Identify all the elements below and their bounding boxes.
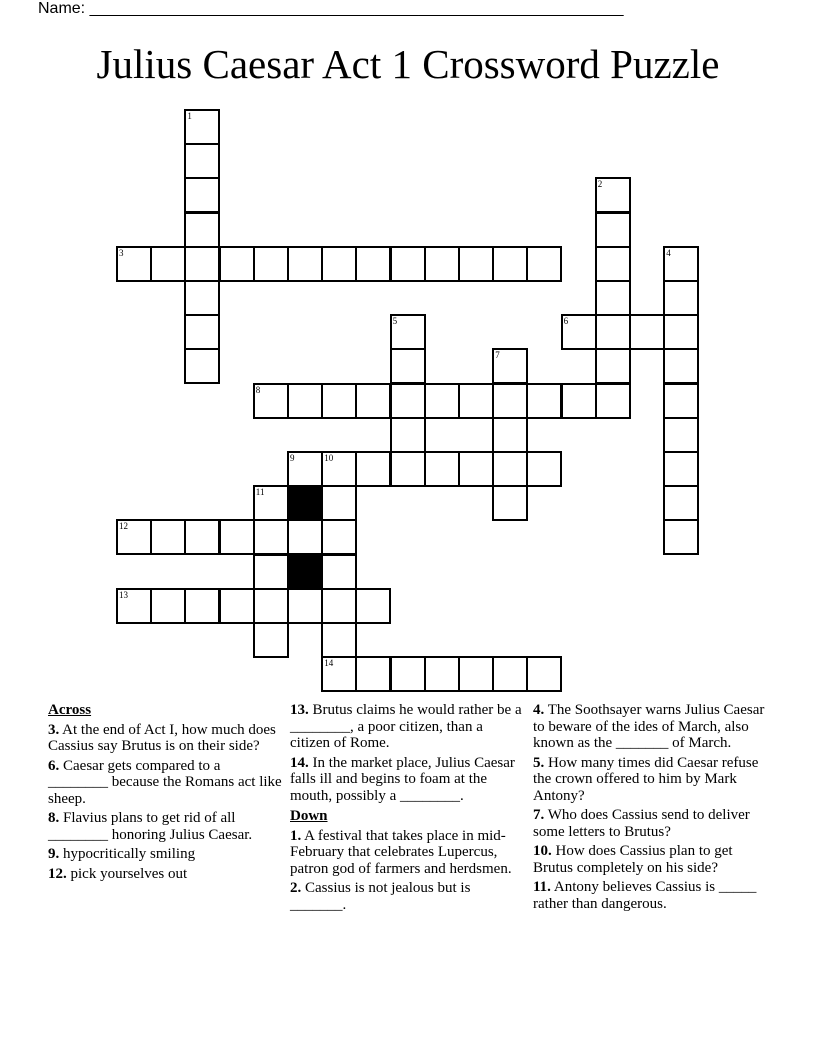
clue-number-label: 2: [597, 179, 603, 190]
grid-cell[interactable]: [184, 519, 220, 555]
grid-cell[interactable]: [287, 383, 323, 419]
clues-column-2: [290, 702, 526, 916]
clue-across-14: [290, 755, 526, 805]
clue-text: At the end of Act I, how much does Cassius say Brutus is on their side?: [48, 721, 276, 754]
grid-cell[interactable]: [663, 314, 699, 350]
clue-number: 8.: [48, 810, 60, 826]
grid-cell[interactable]: [287, 246, 323, 282]
grid-cell[interactable]: [458, 383, 494, 419]
down-heading: Down: [290, 808, 328, 824]
clue-number: 1.: [290, 827, 302, 844]
grid-cell[interactable]: [526, 246, 562, 282]
page-title: Julius Caesar Act 1 Crossword Puzzle: [96, 41, 720, 87]
grid-cell[interactable]: [663, 246, 699, 282]
grid-cell[interactable]: [287, 451, 323, 487]
clue-number: 6.: [48, 757, 60, 774]
grid-cell[interactable]: [321, 622, 357, 658]
clue-number-label: 6: [563, 316, 569, 327]
clue-text: A festival that takes place in mid-February that celebrates Lupercus, patron god of farmers and herdsmen.: [290, 827, 512, 877]
clue-number: 10.: [533, 843, 552, 859]
grid-cell[interactable]: [663, 348, 699, 384]
grid-cell[interactable]: [321, 485, 357, 521]
grid-cell[interactable]: [355, 246, 391, 282]
clue-number-label: 12: [119, 521, 128, 532]
clue-number: 14.: [290, 754, 309, 771]
clues-column-3: [533, 702, 769, 915]
grid-cell[interactable]: [663, 383, 699, 419]
clue-number-label: 3: [119, 247, 124, 258]
grid-cell[interactable]: [219, 588, 255, 624]
grid-cell[interactable]: [150, 246, 186, 282]
grid-cell[interactable]: [184, 588, 220, 624]
clue-text: Brutus claims he would rather be a ________, a poor citizen, than a citizen of Rome.: [290, 702, 522, 751]
clue-number-label: 11: [255, 487, 265, 498]
grid-cell[interactable]: [492, 383, 528, 419]
grid-cell[interactable]: [116, 519, 152, 555]
grid-cell[interactable]: [595, 280, 631, 316]
grid-cell[interactable]: [390, 348, 426, 384]
grid-cell[interactable]: [321, 383, 357, 419]
grid-cell[interactable]: [663, 519, 699, 555]
grid-cell[interactable]: [561, 383, 597, 419]
grid-cell[interactable]: [595, 212, 631, 248]
clue-text: Flavius plans to get rid of all ________ honoring Julius Caesar.: [48, 810, 253, 843]
grid-cell[interactable]: [424, 451, 460, 487]
grid-cell[interactable]: [150, 588, 186, 624]
across-heading: Across: [48, 702, 92, 718]
grid-cell[interactable]: [355, 656, 391, 692]
grid-cell[interactable]: [663, 280, 699, 316]
grid-cell[interactable]: [492, 451, 528, 487]
clue-down-7: [533, 807, 769, 840]
grid-cell[interactable]: [390, 314, 426, 350]
grid-cell[interactable]: [595, 383, 631, 419]
grid-cell[interactable]: [492, 485, 528, 521]
clue-number-label: 8: [255, 384, 261, 395]
grid-cell[interactable]: [184, 177, 220, 213]
grid-cell[interactable]: [458, 246, 494, 282]
grid-cell[interactable]: [492, 348, 528, 384]
grid-cell[interactable]: [355, 383, 391, 419]
grid-cell[interactable]: [116, 246, 152, 282]
clue-across-8: [48, 810, 284, 843]
grid-cell[interactable]: [629, 314, 665, 350]
grid-cell[interactable]: [287, 519, 323, 555]
clue-text: hypocritically smiling: [59, 846, 196, 862]
clue-number: 13.: [290, 702, 309, 718]
grid-cell[interactable]: [390, 656, 426, 692]
grid-cell[interactable]: [595, 177, 631, 213]
clue-text: Who does Cassius send to deliver some letters to Brutus?: [533, 807, 750, 840]
grid-cell[interactable]: [458, 656, 494, 692]
clue-down-11: [533, 879, 769, 912]
grid-cell[interactable]: [561, 314, 597, 350]
grid-cell[interactable]: [253, 485, 289, 521]
clue-number-label: 5: [392, 316, 398, 327]
grid-cell[interactable]: [355, 451, 391, 487]
grid-cell[interactable]: [253, 383, 289, 419]
grid-cell[interactable]: [424, 383, 460, 419]
grid-cell[interactable]: [184, 212, 220, 248]
clue-across-9: [48, 846, 284, 863]
clue-number: 2.: [290, 880, 302, 896]
grid-cell[interactable]: [321, 588, 357, 624]
grid-cell[interactable]: [253, 519, 289, 555]
grid-cell[interactable]: [492, 656, 528, 692]
grid-cell[interactable]: [116, 588, 152, 624]
clue-text: Antony believes Cassius is _____ rather than dangerous.: [533, 879, 757, 912]
grid-cell[interactable]: [253, 622, 289, 658]
clue-across-12: [48, 866, 284, 883]
grid-cell[interactable]: [526, 656, 562, 692]
grid-cell[interactable]: [390, 417, 426, 453]
grid-cell[interactable]: [595, 314, 631, 350]
clue-text: Caesar gets compared to a ________ because the Romans act like sheep.: [48, 757, 282, 807]
name-field[interactable]: Name: ____________________________________________________________: [38, 0, 624, 17]
grid-cell[interactable]: [219, 519, 255, 555]
grid-cell[interactable]: [184, 143, 220, 179]
clue-down-1: [290, 828, 526, 878]
clue-down-4: [533, 702, 769, 752]
clue-number-label: 10: [324, 453, 334, 463]
clue-text: How does Cassius plan to get Brutus completely on his side?: [533, 843, 733, 876]
grid-cell[interactable]: [321, 519, 357, 555]
clue-number: 9.: [48, 846, 60, 862]
grid-cell[interactable]: [492, 417, 528, 453]
grid-cell[interactable]: [663, 451, 699, 487]
black-cell: [287, 554, 323, 590]
clue-number: 5.: [533, 754, 545, 771]
clue-text: How many times did Caesar refuse the crown offered to him by Mark Antony?: [533, 754, 759, 804]
grid-cell[interactable]: [595, 348, 631, 384]
grid-cell[interactable]: [390, 246, 426, 282]
grid-cell[interactable]: [390, 451, 426, 487]
grid-cell[interactable]: [663, 417, 699, 453]
grid-cell[interactable]: [253, 554, 289, 590]
clue-number-label: 1: [187, 111, 192, 121]
clue-across-6: [48, 758, 284, 808]
clue-down-10: [533, 843, 769, 876]
grid-cell[interactable]: [321, 656, 357, 692]
grid-cell[interactable]: [150, 519, 186, 555]
clue-number-label: 7: [495, 350, 500, 361]
grid-cell[interactable]: [253, 588, 289, 624]
grid-cell[interactable]: [355, 588, 391, 624]
black-cell: [287, 485, 323, 521]
grid-cell[interactable]: [184, 280, 220, 316]
grid-cell[interactable]: [184, 246, 220, 282]
clue-number-label: 14: [324, 658, 334, 669]
clue-number-label: 13: [119, 589, 128, 600]
clue-across-13: [290, 702, 526, 752]
grid-cell[interactable]: [321, 451, 357, 487]
grid-cell[interactable]: [663, 485, 699, 521]
clue-across-3: [48, 722, 284, 755]
grid-cell[interactable]: [287, 588, 323, 624]
clues-column-1: [48, 702, 284, 885]
grid-cell[interactable]: [424, 656, 460, 692]
grid-cell[interactable]: [595, 246, 631, 282]
clue-number-label: 4: [666, 247, 671, 258]
clue-number: 7.: [533, 807, 545, 823]
clue-down-5: [533, 755, 769, 805]
grid-cell[interactable]: [424, 246, 460, 282]
clue-text: The Soothsayer warns Julius Caesar to beware of the ides of March, also known as the _______ of March.: [533, 702, 765, 751]
grid-cell[interactable]: [458, 451, 494, 487]
clue-number-label: 9: [290, 453, 295, 463]
clue-number: 11.: [533, 879, 551, 895]
grid-cell[interactable]: [492, 246, 528, 282]
grid-cell[interactable]: [526, 383, 562, 419]
grid-cell[interactable]: [184, 348, 220, 384]
clue-number: 12.: [48, 865, 67, 882]
grid-cell[interactable]: [321, 554, 357, 590]
clue-number: 4.: [533, 702, 545, 718]
grid-cell[interactable]: [219, 246, 255, 282]
grid-cell[interactable]: [253, 246, 289, 282]
grid-cell[interactable]: [390, 383, 426, 419]
grid-cell[interactable]: [321, 246, 357, 282]
grid-cell[interactable]: [184, 314, 220, 350]
grid-cell[interactable]: [184, 109, 220, 145]
clue-text: In the market place, Julius Caesar falls ill and begins to foam at the mouth, possibly a ________.: [290, 754, 515, 804]
clue-text: Cassius is not jealous but is _______.: [290, 880, 471, 913]
clue-number: 3.: [48, 721, 60, 738]
clue-text: pick yourselves out: [66, 865, 188, 882]
grid-cell[interactable]: [526, 451, 562, 487]
clue-down-2: [290, 880, 526, 913]
